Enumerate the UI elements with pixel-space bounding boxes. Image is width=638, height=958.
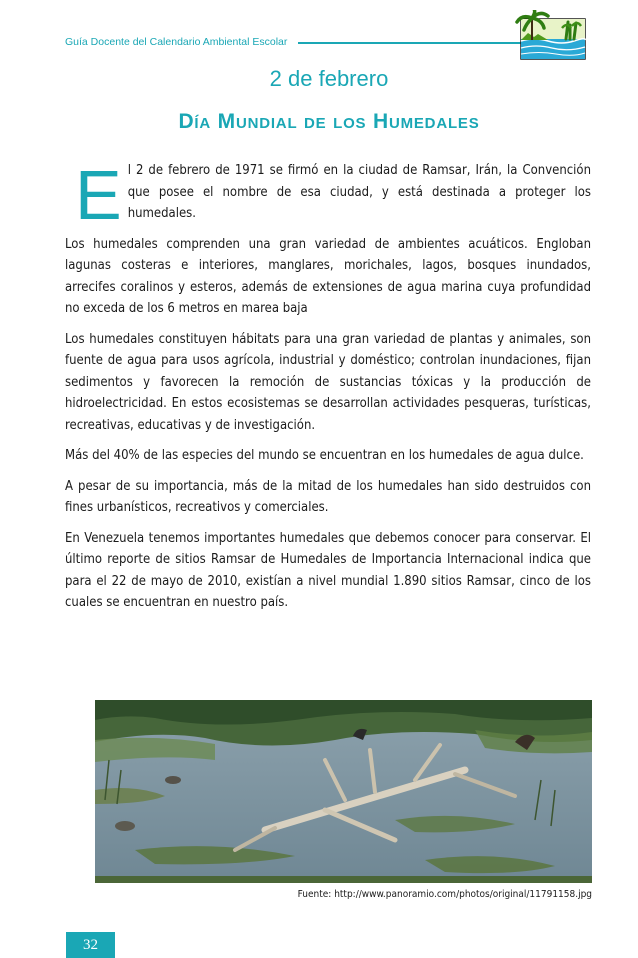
wetland-landscape-icon [514, 10, 592, 62]
wetland-photo [95, 700, 592, 883]
running-header: Guía Docente del Calendario Ambiental Escolar [65, 36, 288, 48]
intro-paragraph [65, 156, 591, 234]
photo-caption: Fuente: http://www.panoramio.com/photos/original/11791158.jpg [297, 889, 592, 900]
header-rule [298, 42, 522, 44]
paragraph-wetland-types: Los humedales comprenden una gran variedad de ambientes acuáticos. Engloban lagunas costeras e interiores, manglares, morichales, lagos, bosques inundados, arrecifes coralinos y esteros, además de extensiones de agua marina cuya profundidad no exceda de los 6 metros en marea baja [65, 236, 591, 316]
paragraph-species: Más del 40% de las especies del mundo se encuentran en los humedales de agua dulce. [65, 448, 584, 463]
article-body [65, 156, 591, 623]
drop-cap: E [75, 156, 122, 234]
paragraph-destruction: A pesar de su importancia, más de la mitad de los humedales han sido destruidos con fines urbanísticos, recreativos y comerciales. [65, 478, 591, 515]
paragraph-venezuela: En Venezuela tenemos importantes humedales que debemos conocer para conservar. El último reporte de sitios Ramsar de Humedales de Importancia Internacional indica que para el 22 de mayo de 2010, existían a nivel mundial 1.890 sitios Ramsar, cinco de los cuales se encuentran en nuestro país. [65, 530, 591, 610]
paragraph-wetland-functions: Los humedales constituyen hábitats para una gran variedad de plantas y animales, son fuente de agua para usos agrícola, industrial y doméstico; controlan inundaciones, fijan sedimentos y favorecen la remoción de sustancias tóxicas y la producción de hidroelectricidad. En estos ecosistemas se desarrollan actividades pesqueras, turísticas, recreativas, educativas y de investigación. [65, 331, 591, 433]
page-number-box [66, 932, 115, 958]
date-heading: 2 de febrero [269, 66, 389, 91]
intro-text: l 2 de febrero de 1971 se firmó en la ciudad de Ramsar, Irán, la Convención que posee el nombre de esa ciudad, y está destinada a proteger los humedales. [127, 163, 591, 221]
page-number: 32 [83, 937, 98, 953]
page-title: Día Mundial de los Humedales [178, 110, 480, 133]
